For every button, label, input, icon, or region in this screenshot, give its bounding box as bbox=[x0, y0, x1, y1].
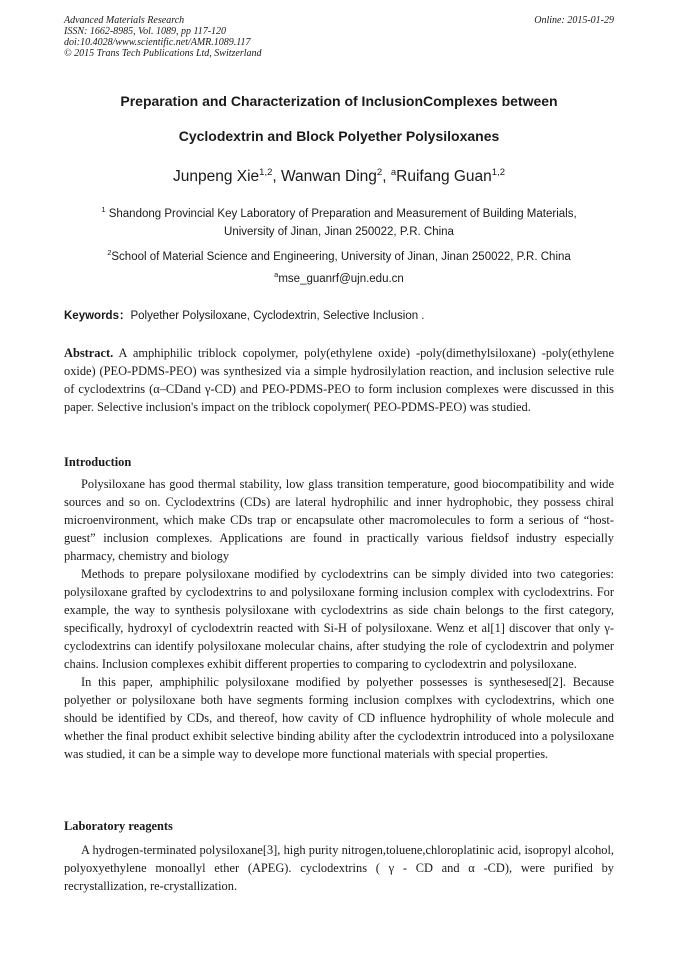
affiliation-text: University of Jinan, Jinan 250022, P.R. China bbox=[224, 225, 454, 238]
affiliation-mark: 2 bbox=[107, 248, 112, 257]
paper-title-line-2: Cyclodextrin and Block Polyether Polysiloxanes bbox=[178, 128, 500, 144]
abstract-text: A amphiphilic triblock copolymer, poly(ethylene oxide) -poly(dimethylsiloxane) -poly(ethylene oxide) (PEO-PDMS-PEO) was synthesized via a simple hydrosilylation reaction, and inclusion selective rule of cyclodextrins (α–CDand γ-CD) and PEO-PDMS-PEO to form inclusion complexes were discussed in this paper. Selective inclusion's impact on the triblock copolymer( PEO-PDMS-PEO) was studied. bbox=[64, 346, 614, 414]
paragraph: Polysiloxane has good thermal stability, low glass transition temperature, good biocompatibility and wide sources and so on. Cyclodextrins (CDs) are lateral hydrophilic and inner hydrophobic, they possess chiral microenvironment, which make CDs trap or encapsulate other macromolecules to form a serious of “host-guest” inclusion complexes. Applications are found in practically various fieldsof industry especially pharmacy, chemistry and biology bbox=[64, 477, 614, 563]
paragraph: In this paper, amphiphilic polysiloxane modified by polyether possesses is synthesesed[2]. Because polyether or polysiloxane both have segments forming inclusion complxes with cyclodextrins, which one should be identified by CDs, and thereof, how cavity of CD influence hydrophility of whole molecule and whether the final product exhibit selective binding ability after the cyclodextrin introduced into a polysiloxane was studied, it can be a simple way to develope more functional materials with special properties. bbox=[64, 675, 614, 761]
journal-issn: ISSN: 1662-8985, Vol. 1089, pp 117-120 bbox=[64, 26, 227, 37]
paragraph: Methods to prepare polysiloxane modified by cyclodextrins can be simply divided into two categories: polysiloxane grafted by cyclodextrins to and polysiloxane forming inclusion complex with cyclodextrins. For example, the way to synthesis polysiloxane with cyclodextrins as side chain belongs to the first category, specifically, hydroxyl of cyclodextrin reacted with Si-H of polysiloxane. Wenz et al[1] discover that only γ- cyclodextrins can identify polysiloxane molecular chains, after studying the role of cyclodextrin and polymer chains. Inclusion complexes exhibit different properties to comparing to cyclodextrin and polysiloxane. bbox=[64, 567, 614, 671]
reagents-body bbox=[64, 841, 614, 895]
author-separator: , bbox=[272, 168, 281, 186]
author-affil-mark: 1,2 bbox=[259, 167, 273, 178]
author-name: Junpeng Xie bbox=[172, 168, 260, 186]
author-separator: , bbox=[382, 168, 391, 186]
abstract-label: Abstract. bbox=[64, 346, 114, 360]
email-mark: a bbox=[274, 270, 279, 279]
abstract bbox=[64, 344, 614, 416]
paragraph: A hydrogen-terminated polysiloxane[3], high purity nitrogen,toluene,chloroplatinic acid, isopropyl alcohol, polyoxyethylene monoallyl ether (APEG). cyclodextrins ( γ - CD and α -CD), were purified by recrystallization, re-crystallization. bbox=[64, 843, 614, 893]
author-affil-mark: 1,2 bbox=[491, 167, 506, 178]
keywords bbox=[64, 309, 614, 323]
author-name: Wanwan Ding bbox=[281, 168, 377, 186]
affiliation-1 bbox=[50, 201, 628, 241]
author-list bbox=[40, 164, 638, 186]
affiliation-text: School of Material Science and Engineering, University of Jinan, Jinan 250022, P.R. China bbox=[111, 250, 571, 263]
journal-copyright: © 2015 Trans Tech Publications Ltd, Switzerland bbox=[64, 48, 262, 59]
journal-name: Advanced Materials Research bbox=[64, 15, 185, 26]
contact-email bbox=[50, 266, 628, 288]
paper-title-line-1: Preparation and Characterization of InclusionComplexes between bbox=[120, 93, 558, 109]
affiliation-mark: 1 bbox=[101, 205, 106, 214]
introduction-heading: Introduction bbox=[64, 455, 132, 469]
keywords-text: Polyether Polysiloxane, Cyclodextrin, Selective Inclusion . bbox=[130, 310, 425, 322]
email-address: mse_guanrf@ujn.edu.cn bbox=[278, 272, 404, 285]
author-name: Ruifang Guan bbox=[396, 168, 492, 186]
reagents-heading: Laboratory reagents bbox=[64, 819, 173, 833]
online-date: Online: 2015-01-29 bbox=[534, 15, 614, 26]
affiliation-text: Shandong Provincial Key Laboratory of Preparation and Measurement of Building Materials, bbox=[105, 207, 577, 220]
journal-doi: doi:10.4028/www.scientific.net/AMR.1089.117 bbox=[64, 37, 251, 48]
author-affil-mark: 2 bbox=[376, 167, 383, 178]
keywords-label: Keywords： bbox=[64, 310, 131, 322]
corresponding-mark: a bbox=[390, 167, 397, 178]
affiliation-2 bbox=[50, 244, 628, 266]
journal-header bbox=[64, 15, 424, 59]
introduction-body bbox=[64, 475, 614, 763]
